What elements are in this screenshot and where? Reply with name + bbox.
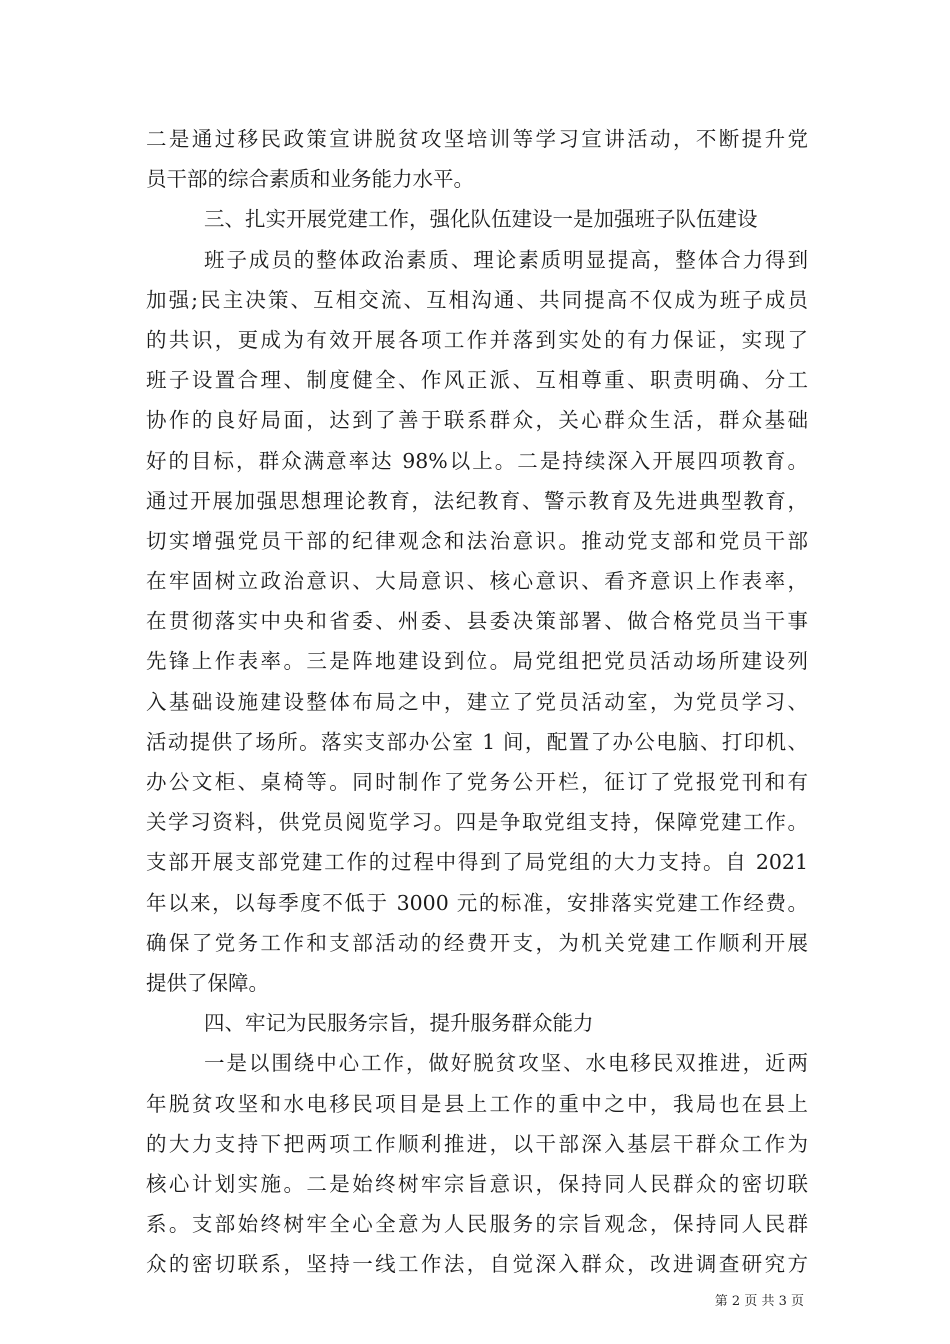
- text-line: 在牢固树立政治意识、大局意识、核心意识、看齐意识上作表率，: [146, 569, 808, 594]
- text-line: 系。支部始终树牢全心全意为人民服务的宗旨观念，保持同人民群: [146, 1212, 808, 1237]
- text-line: 提供了保障。: [146, 970, 269, 995]
- text-line: 在贯彻落实中央和省委、州委、县委决策部署、做合格党员当干事: [146, 609, 808, 634]
- document-body: [146, 119, 808, 1284]
- text-line: 年脱贫攻坚和水电移民项目是县上工作的重中之中，我局也在县上: [146, 1091, 808, 1116]
- text-line: 加强;民主决策、互相交流、互相沟通、共同提高不仅成为班子成员: [146, 287, 808, 312]
- text-line: 办公文柜、桌椅等。同时制作了党务公开栏，征订了党报党刊和有: [146, 770, 808, 794]
- text-line: 协作的良好局面，达到了善于联系群众，关心群众生活，群众基础: [146, 408, 808, 433]
- text-line: 关学习资料，供党员阅览学习。四是争取党组支持，保障党建工作。: [146, 810, 808, 835]
- text-line: 班子设置合理、制度健全、作风正派、互相尊重、职责明确、分工: [146, 368, 808, 393]
- text-line: 切实增强党员干部的纪律观念和法治意识。推动党支部和党员干部: [146, 528, 808, 553]
- text-line: 众的密切联系，坚持一线工作法，自觉深入群众，改进调查研究方: [146, 1252, 808, 1277]
- text-line: 支部开展支部党建工作的过程中得到了局党组的大力支持。自 2021: [146, 850, 808, 875]
- text-line: 活动提供了场所。落实支部办公室 1 间，配置了办公电脑、打印机、: [146, 729, 808, 754]
- text-line: 四、牢记为民服务宗旨，提升服务群众能力: [204, 1011, 594, 1036]
- text-line: 的共识，更成为有效开展各项工作并落到实处的有力保证，实现了: [146, 327, 808, 352]
- text-line: 一是以围绕中心工作，做好脱贫攻坚、水电移民双推进，近两: [204, 1051, 808, 1076]
- text-line: 的大力支持下把两项工作顺利推进，以干部深入基层干群众工作为: [146, 1131, 808, 1156]
- text-line: 三、扎实开展党建工作，强化队伍建设一是加强班子队伍建设: [204, 207, 758, 232]
- page-number: 第 2 页 共 3 页: [714, 1294, 804, 1309]
- text-line: 好的目标，群众满意率达 98%以上。二是持续深入开展四项教育。: [146, 448, 808, 473]
- text-line: 年以来，以每季度不低于 3000 元的标准，安排落实党建工作经费。: [146, 890, 808, 915]
- text-line: 通过开展加强思想理论教育，法纪教育、警示教育及先进典型教育，: [146, 488, 808, 513]
- text-line: 先锋上作表率。三是阵地建设到位。局党组把党员活动场所建设列: [146, 649, 808, 674]
- text-line: 二是通过移民政策宣讲脱贫攻坚培训等学习宣讲活动，不断提升党: [146, 127, 808, 151]
- text-line: 班子成员的整体政治素质、理论素质明显提高，整体合力得到: [204, 247, 808, 272]
- text-line: 入基础设施建设整体布局之中，建立了党员活动室，为党员学习、: [146, 689, 808, 714]
- text-line: 员干部的综合素质和业务能力水平。: [146, 167, 474, 192]
- text-line: 确保了党务工作和支部活动的经费开支，为机关党建工作顺利开展: [146, 930, 808, 955]
- text-line: 核心计划实施。二是始终树牢宗旨意识，保持同人民群众的密切联: [146, 1171, 808, 1196]
